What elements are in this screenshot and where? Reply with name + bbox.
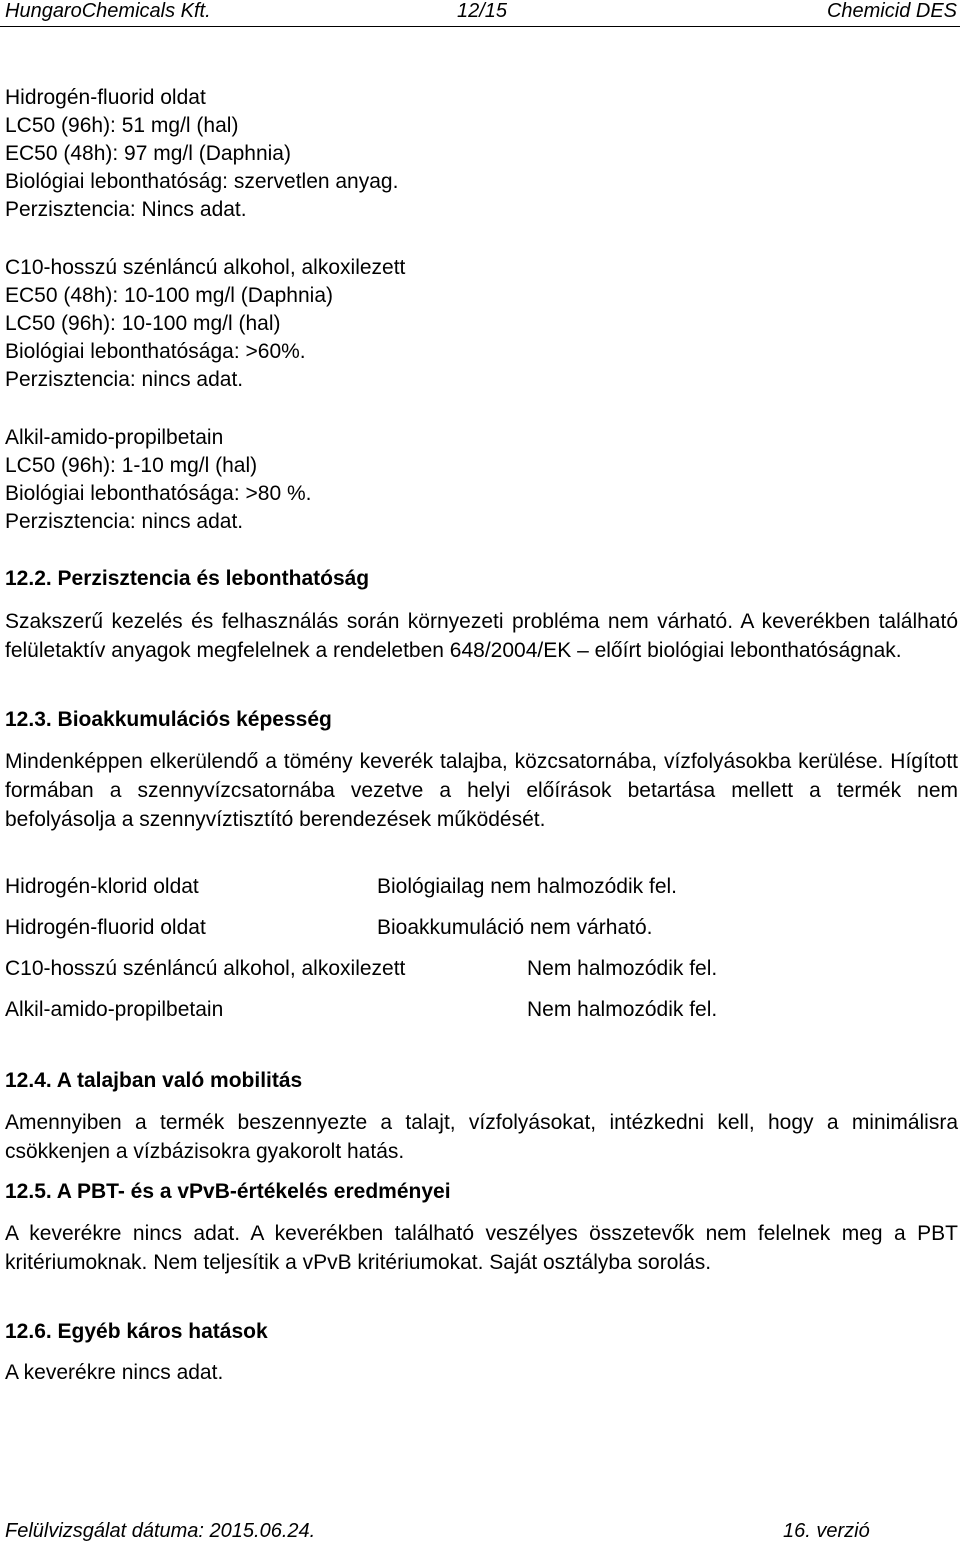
- table-cell-substance: Hidrogén-fluorid oldat: [5, 916, 206, 939]
- block-line: LC50 (96h): 51 mg/l (hal): [5, 114, 239, 137]
- table-cell-substance: Hidrogén-klorid oldat: [5, 875, 199, 898]
- section-heading-12-2: 12.2. Perzisztencia és lebonthatóság: [5, 567, 370, 590]
- section-heading-12-6: 12.6. Egyéb káros hatások: [5, 1320, 268, 1343]
- revision-date: Felülvizsgálat dátuma: 2015.06.24.: [5, 1520, 316, 1542]
- block-line: Perzisztencia: nincs adat.: [5, 510, 244, 533]
- block-line: Alkil-amido-propilbetain: [5, 426, 224, 449]
- section-text-12-6: A keverékre nincs adat.: [5, 1361, 224, 1384]
- block-line: C10-hosszú szénláncú alkohol, alkoxilezett: [5, 256, 406, 279]
- section-text-12-5: A keverékre nincs adat. A keverékben található veszélyes összetevők nem felelnek meg a PBT kritériumoknak. Nem teljesítik a vPvB kritériumokat. Saját osztályba sorolás.: [5, 1222, 958, 1274]
- section-heading-12-5: 12.5. A PBT- és a vPvB-értékelés eredményei: [5, 1180, 451, 1203]
- page-header: [0, 0, 960, 26]
- block-line: Perzisztencia: nincs adat.: [5, 368, 244, 391]
- block-line: Biológiai lebonthatósága: >60%.: [5, 340, 306, 363]
- block-line: Biológiai lebonthatósága: >80 %.: [5, 482, 312, 505]
- table-cell-substance: Alkil-amido-propilbetain: [5, 998, 224, 1021]
- table-cell-result: Nem halmozódik fel.: [527, 957, 718, 980]
- section-text-12-3: Mindenképpen elkerülendő a tömény keverék talajba, közcsatornába, vízfolyásokba kerülése. Hígított formában a szennyvízcsatornába vezetve a helyi előírások betartása mellett a termék nem befolyásolja a szennyvíztisztító berendezések működését.: [5, 750, 958, 831]
- table-cell-result: Nem halmozódik fel.: [527, 998, 718, 1021]
- block-line: LC50 (96h): 10-100 mg/l (hal): [5, 312, 281, 335]
- page-number: 12/15: [457, 0, 508, 22]
- table-cell-substance: C10-hosszú szénláncú alkohol, alkoxilezett: [5, 957, 406, 980]
- block-line: EC50 (48h): 97 mg/l (Daphnia): [5, 142, 291, 165]
- block-line: Perzisztencia: Nincs adat.: [5, 198, 247, 221]
- section-heading-12-3: 12.3. Bioakkumulációs képesség: [5, 708, 332, 731]
- table-cell-result: Bioakkumuláció nem várható.: [377, 916, 653, 939]
- version-label: 16. verzió: [783, 1520, 870, 1542]
- section-text-12-4: Amennyiben a termék beszennyezte a talajt, vízfolyásokat, intézkedni kell, hogy a minimálisra csökkenjen a vízbázisokra gyakorolt hatás.: [5, 1111, 958, 1163]
- section-heading-12-4: 12.4. A talajban való mobilitás: [5, 1069, 303, 1092]
- product-name: Chemicid DES: [826, 0, 957, 22]
- block-line: Hidrogén-fluorid oldat: [5, 86, 206, 109]
- table-cell-result: Biológiailag nem halmozódik fel.: [377, 875, 677, 898]
- block-line: EC50 (48h): 10-100 mg/l (Daphnia): [5, 284, 334, 307]
- block-line: LC50 (96h): 1-10 mg/l (hal): [5, 454, 258, 477]
- header-divider: [0, 26, 960, 27]
- company-name: HungaroChemicals Kft.: [5, 0, 211, 22]
- section-text-12-2: Szakszerű kezelés és felhasználás során környezeti probléma nem várható. A keverékben található felületaktív anyagok megfelelnek a rendeletben 648/2004/EK – előírt biológiai lebonthatóságnak.: [5, 610, 958, 662]
- block-line: Biológiai lebonthatóság: szervetlen anyag.: [5, 170, 399, 193]
